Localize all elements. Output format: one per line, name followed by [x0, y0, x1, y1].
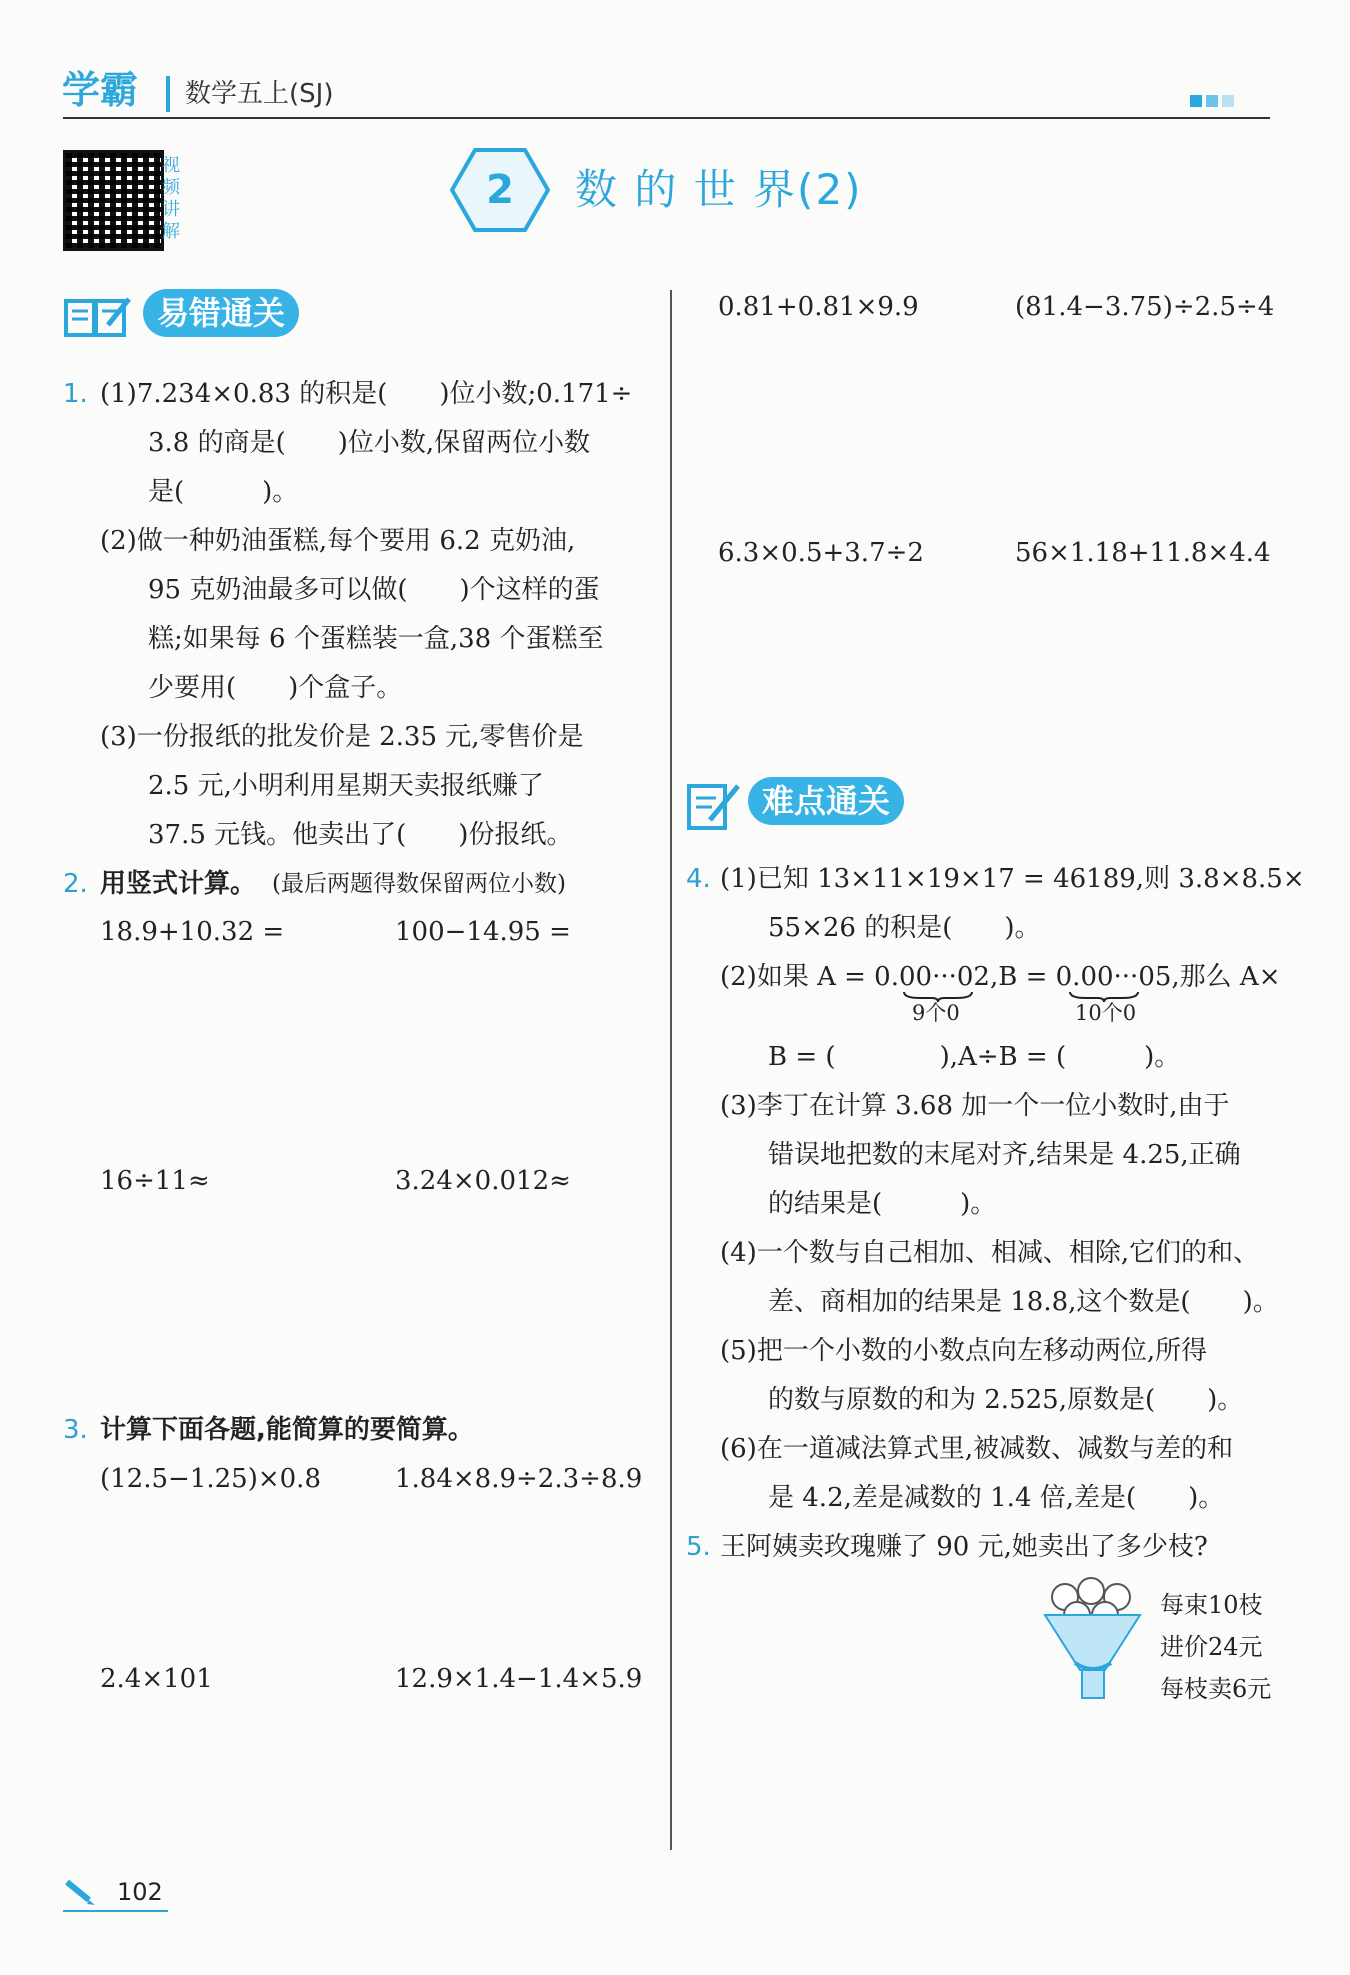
page-title: 数 的 世 界(2)	[575, 165, 863, 214]
q4-line: B = ( ),A÷B = ( )。	[768, 1042, 1181, 1072]
q4-line: 的结果是( )。	[768, 1189, 997, 1219]
q5-text: 王阿姨卖玫瑰赚了 90 元,她卖出了多少枝?	[720, 1532, 1208, 1562]
q2-item: 16÷11≈	[100, 1166, 210, 1196]
notepad-pencil-icon	[686, 780, 742, 832]
q3-item: (81.4−3.75)÷2.5÷4	[1015, 292, 1275, 322]
brace-a-label: 9个0	[912, 1001, 960, 1025]
q1-line: 少要用( )个盒子。	[148, 673, 403, 703]
section1-title	[143, 289, 305, 337]
q4-line: 错误地把数的末尾对齐,结果是 4.25,正确	[768, 1140, 1241, 1170]
brace-a-icon	[902, 990, 974, 1002]
q3-item: 1.84×8.9÷2.3÷8.9	[395, 1464, 643, 1494]
book-pencil-icon	[63, 293, 133, 341]
section2-title-text: 难点通关	[748, 777, 904, 825]
header-squares-icon	[1190, 92, 1234, 111]
q3-title: 计算下面各题,能简算的要简算。	[100, 1415, 474, 1445]
q4-line: 的数与原数的和为 2.525,原数是( )。	[768, 1385, 1244, 1415]
q3-item: 6.3×0.5+3.7÷2	[718, 538, 924, 568]
q4-line: (3)李丁在计算 3.68 加一个一位小数时,由于	[720, 1091, 1230, 1121]
q1-line: 是( )。	[148, 477, 299, 507]
q1-number: 1.	[63, 379, 88, 409]
q1-line: (1)7.234×0.83 的积是( )位小数;0.171÷	[100, 379, 633, 409]
q4-number: 4.	[686, 864, 711, 894]
section1-title-text: 易错通关	[143, 289, 299, 337]
q3-item: 2.4×101	[100, 1664, 213, 1694]
q3-item: 0.81+0.81×9.9	[718, 292, 919, 322]
q4-line: (1)已知 13×11×19×17 = 46189,则 3.8×8.5×	[720, 864, 1305, 894]
title-number: 2	[486, 167, 514, 213]
section2-title	[748, 777, 910, 825]
brace-b-icon	[1068, 990, 1140, 1002]
page-number: 102	[117, 1878, 163, 1906]
footer-rule	[63, 1910, 168, 1912]
q1-line: 2.5 元,小明利用星期天卖报纸赚了	[148, 771, 544, 801]
brace-b-label: 10个0	[1075, 1001, 1137, 1025]
header-subject: 数学五上(SJ)	[185, 79, 334, 109]
q4-line: (4)一个数与自己相加、相减、相除,它们的和、	[720, 1238, 1260, 1268]
q4-line: (2)如果 A = 0.00···02,B = 0.00···05,那么 A×	[720, 962, 1281, 992]
header-brand: 学霸	[62, 68, 139, 112]
q1-line: (3)一份报纸的批发价是 2.35 元,零售价是	[100, 722, 584, 752]
q1-line: 3.8 的商是( )位小数,保留两位小数	[148, 428, 591, 458]
q2-note: (最后两题得数保留两位小数)	[272, 871, 566, 897]
column-divider	[670, 290, 672, 1850]
q3-item: 12.9×1.4−1.4×5.9	[395, 1664, 643, 1694]
q1-line: 37.5 元钱。他卖出了( )份报纸。	[148, 820, 573, 850]
q4-line: (5)把一个小数的小数点向左移动两位,所得	[720, 1336, 1208, 1366]
q2-title: 用竖式计算。	[100, 869, 257, 899]
q3-item: (12.5−1.25)×0.8	[100, 1464, 321, 1494]
q2-item: 18.9+10.32 =	[100, 917, 285, 947]
q5-info: 进价24元	[1160, 1633, 1263, 1661]
q1-line: 糕;如果每 6 个蛋糕装一盒,38 个蛋糕至	[148, 624, 604, 654]
q3-item: 56×1.18+11.8×4.4	[1015, 538, 1271, 568]
header-rule	[63, 117, 1270, 119]
q4-line: 差、商相加的结果是 18.8,这个数是( )。	[768, 1287, 1279, 1317]
q1-line: (2)做一种奶油蛋糕,每个要用 6.2 克奶油,	[100, 526, 576, 556]
q2-item: 100−14.95 =	[395, 917, 571, 947]
q5-info: 每枝卖6元	[1160, 1675, 1272, 1703]
q3-number: 3.	[63, 1415, 88, 1445]
q4-line: 55×26 的积是( )。	[768, 913, 1041, 943]
q4-line: 是 4.2,差是减数的 1.4 倍,差是( )。	[768, 1483, 1225, 1513]
q2-item: 3.24×0.012≈	[395, 1166, 571, 1196]
q1-line: 95 克奶油最多可以做( )个这样的蛋	[148, 575, 600, 605]
q4-line: (6)在一道减法算式里,被减数、减数与差的和	[720, 1434, 1234, 1464]
qr-code-icon[interactable]	[63, 150, 164, 251]
q5-info: 每束10枝	[1160, 1591, 1263, 1619]
q5-number: 5.	[686, 1532, 711, 1562]
rose-bouquet-icon	[1035, 1575, 1150, 1705]
q2-number: 2.	[63, 869, 88, 899]
pencil-icon	[63, 1878, 97, 1906]
qr-label: 视频讲解	[162, 155, 180, 242]
brand-divider	[166, 76, 170, 112]
